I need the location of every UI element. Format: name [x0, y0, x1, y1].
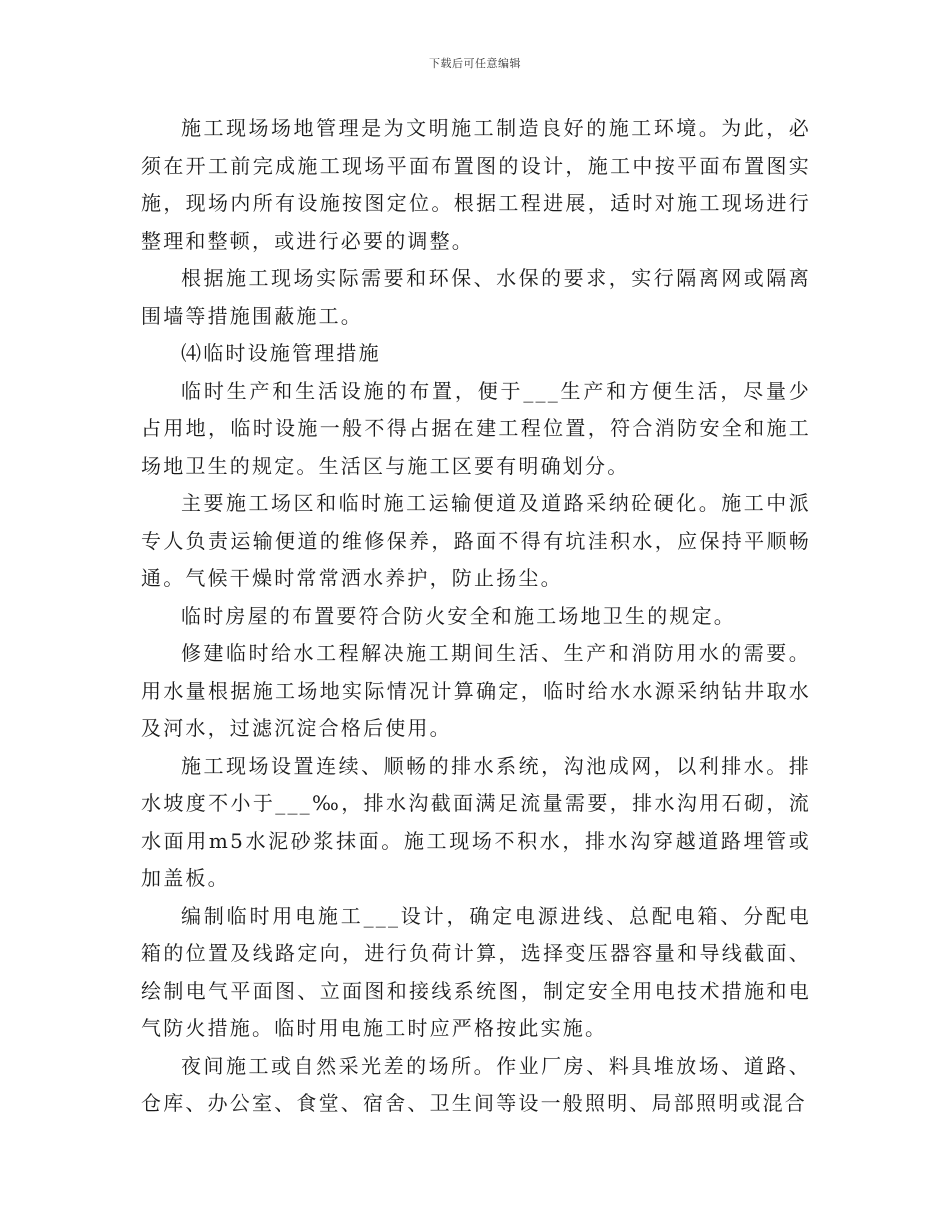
- paragraph-drainage: 施工现场设置连续、顺畅的排水系统，沟池成网，以利排水。排水坡度不小于___‰，排水沟截面满足流量需要，排水沟用石砌，流水面用m5水泥砂浆抹面。施工现场不积水，排水沟穿越道路埋管或加盖板。: [141, 753, 811, 890]
- page-header: 下载后可任意编辑: [429, 57, 521, 70]
- paragraph-site-management: 施工现场场地管理是为文明施工制造良好的施工环境。为此，必须在开工前完成施工现场平面布置图的设计，施工中按平面布置图实施，现场内所有设施按图定位。根据工程进展，适时对施工现场进行整理和整顿，或进行必要的调整。: [141, 116, 811, 253]
- paragraph-facility-layout: 临时生产和生活设施的布置，便于___生产和方便生活，尽量少占用地，临时设施一般不得占据在建工程位置，符合消防安全和施工场地卫生的规定。生活区与施工区要有明确划分。: [141, 378, 811, 478]
- section-heading-temporary-facilities: ⑷临时设施管理措施: [181, 341, 381, 365]
- paragraph-night-lighting: 夜间施工或自然采光差的场所。作业厂房、料具堆放场、道路、仓库、办公室、食堂、宿舍、卫生间等设一般照明、局部照明或混合: [141, 1053, 811, 1115]
- paragraph-road-hardening: 主要施工场区和临时施工运输便道及道路采纳砼硬化。施工中派专人负责运输便道的维修保养，路面不得有坑洼积水，应保持平顺畅通。气候干燥时常常洒水养护，防止扬尘。: [141, 491, 811, 590]
- paragraph-temporary-power: 编制临时用电施工___设计，确定电源进线、总配电箱、分配电箱的位置及线路定向，进行负荷计算，选择变压器容量和导线截面、绘制电气平面图、立面图和接线系统图，制定安全用电技术措施和电气防火措施。临时用电施工时应严格按此实施。: [141, 903, 811, 1040]
- paragraph-enclosure: 根据施工现场实际需要和环保、水保的要求，实行隔离网或隔离围墙等措施围蔽施工。: [141, 266, 811, 328]
- document-body: [141, 110, 811, 1123]
- paragraph-temporary-housing: 临时房屋的布置要符合防火安全和施工场地卫生的规定。: [181, 603, 736, 628]
- paragraph-water-supply: 修建临时给水工程解决施工期间生活、生产和消防用水的需要。用水量根据施工场地实际情况计算确定，临时给水水源采纳钻井取水及河水，过滤沉淀合格后使用。: [141, 641, 811, 740]
